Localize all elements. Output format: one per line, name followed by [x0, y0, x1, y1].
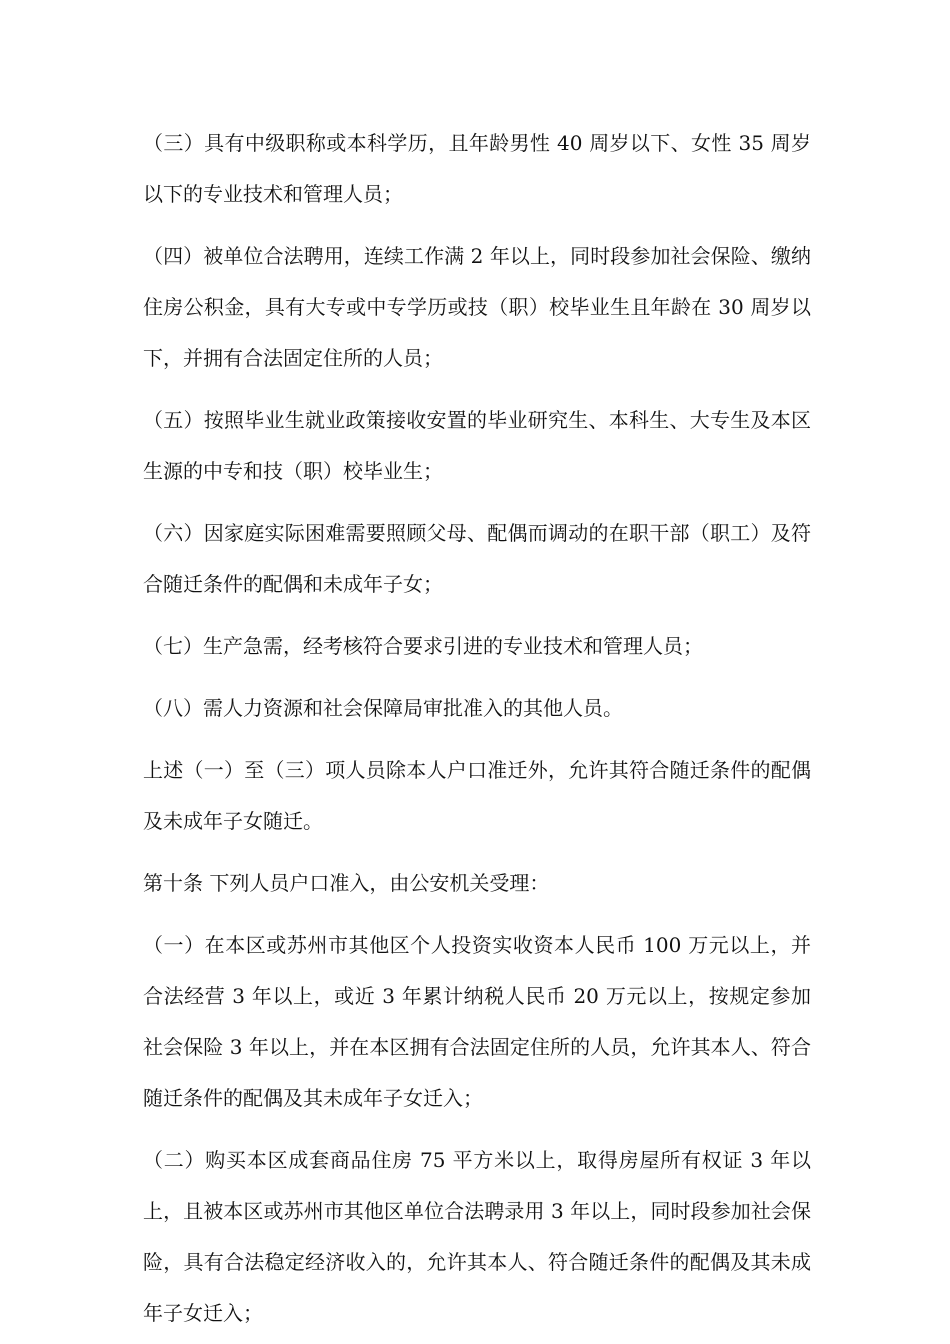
article-ten-item-2: （二）购买本区成套商品住房 75 平方米以上，取得房屋所有权证 3 年以上，且被本区或苏州市其他区单位合法聘录用 3 年以上，同时段参加社会保险，具有合法稳定经济收入的，允许其本人、符合随迁条件的配偶及其未成年子女迁入；	[143, 1148, 811, 1325]
paragraph-item-8: （八）需人力资源和社会保障局审批准入的其他人员。	[143, 696, 623, 720]
paragraph-item-5: （五）按照毕业生就业政策接收安置的毕业研究生、本科生、大专生及本区生源的中专和技（职）校毕业生；	[143, 408, 811, 483]
document-body	[143, 118, 811, 1339]
paragraph-item-3: （三）具有中级职称或本科学历，且年龄男性 40 周岁以下、女性 35 周岁以下的专业技术和管理人员；	[143, 131, 811, 206]
article-ten-item-1: （一）在本区或苏州市其他区个人投资实收资本人民币 100 万元以上，并合法经营 3 年以上，或近 3 年累计纳税人民币 20 万元以上，按规定参加社会保险 3 年以上，并在本区拥有合法固定住所的人员，允许其本人、符合随迁条件的配偶及其未成年子女迁入；	[143, 933, 811, 1110]
paragraph-item-7: （七）生产急需，经考核符合要求引进的专业技术和管理人员；	[143, 634, 703, 658]
paragraph-item-4: （四）被单位合法聘用，连续工作满 2 年以上，同时段参加社会保险、缴纳住房公积金，具有大专或中专学历或技（职）校毕业生且年龄在 30 周岁以下，并拥有合法固定住所的人员；	[143, 244, 811, 370]
article-ten-heading: 第十条 下列人员户口准入，由公安机关受理：	[143, 871, 550, 895]
paragraph-item-6: （六）因家庭实际困难需要照顾父母、配偶而调动的在职干部（职工）及符合随迁条件的配偶和未成年子女；	[143, 521, 811, 596]
paragraph-summary: 上述（一）至（三）项人员除本人户口准迁外，允许其符合随迁条件的配偶及未成年子女随迁。	[143, 758, 811, 833]
